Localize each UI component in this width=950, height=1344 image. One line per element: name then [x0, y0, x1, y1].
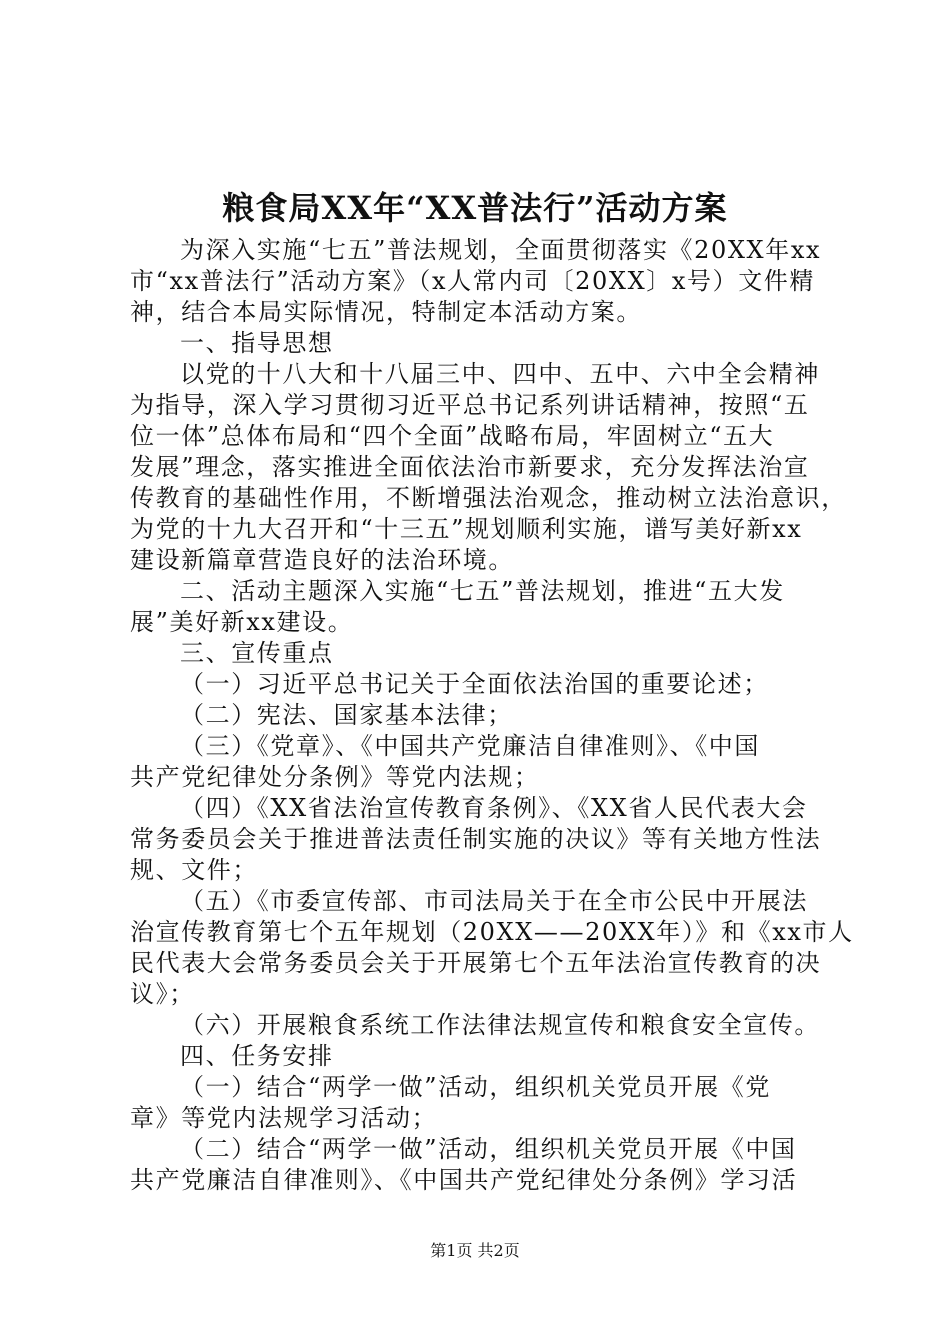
list-item: （三）《党章》、《中国共产党廉洁自律准则》、《中国	[180, 732, 760, 760]
list-item: （一）结合“两学一做”活动，组织机关党员开展《党	[180, 1073, 771, 1101]
body-line: 发展”理念，落实推进全面依法治市新要求，充分发挥法治宣	[130, 453, 810, 481]
body-line: 章》等党内法规学习活动；	[130, 1104, 438, 1132]
body-line: 展”美好新xx建设。	[130, 608, 354, 636]
body-line: 民代表大会常务委员会关于开展第七个五年法治宣传教育的决	[130, 949, 822, 977]
body-line: 为深入实施“七五”普法规划，全面贯彻落实《20XX年xx	[180, 236, 822, 264]
body-line: 共产党廉洁自律准则》、《中国共产党纪律处分条例》学习活	[130, 1166, 798, 1194]
section-heading: 二、活动主题深入实施“七五”普法规划，推进“五大发	[180, 577, 785, 605]
list-item: （六）开展粮食系统工作法律法规宣传和粮食安全宣传。	[180, 1011, 820, 1039]
document-title: 粮食局XX年“XX普法行”活动方案	[222, 189, 728, 227]
list-item: （五）《市委宣传部、市司法局关于在全市公民中开展法	[180, 887, 808, 915]
section-heading: 四、任务安排	[180, 1042, 334, 1070]
page-number: 第1页 共2页	[430, 1241, 520, 1260]
list-item: （二）宪法、国家基本法律；	[180, 701, 513, 729]
body-line: 位一体”总体布局和“四个全面”战略布局，牢固树立“五大	[130, 422, 775, 450]
body-line: 为党的十九大召开和“十三五”规划顺利实施，谱写美好新xx	[130, 515, 803, 543]
list-item: （二）结合“两学一做”活动，组织机关党员开展《中国	[180, 1135, 797, 1163]
body-line: 议》；	[130, 980, 195, 1008]
body-line: 建设新篇章营造良好的法治环境。	[130, 546, 514, 574]
body-line: 传教育的基础性作用，不断增强法治观念，推动树立法治意识，	[130, 484, 847, 512]
body-line: 规、文件；	[130, 856, 258, 884]
body-line: 以党的十八大和十八届三中、四中、五中、六中全会精神	[180, 360, 820, 388]
section-heading: 一、指导思想	[180, 329, 334, 357]
body-line: 神，结合本局实际情况，特制定本活动方案。	[130, 298, 642, 326]
body-line: 治宣传教育第七个五年规划（20XX——20XX年）》和《xx市人	[130, 918, 854, 946]
list-item: （四）《XX省法治宣传教育条例》、《XX省人民代表大会	[180, 794, 808, 822]
document-body	[130, 235, 854, 1196]
body-line: 共产党纪律处分条例》等党内法规；	[130, 763, 540, 791]
body-line: 为指导，深入学习贯彻习近平总书记系列讲话精神，按照“五	[130, 391, 810, 419]
list-item: （一）习近平总书记关于全面依法治国的重要论述；	[180, 670, 769, 698]
body-line: 常务委员会关于推进普法责任制实施的决议》等有关地方性法	[130, 825, 822, 853]
section-heading: 三、宣传重点	[180, 639, 334, 667]
body-line: 市“xx普法行”活动方案》（x人常内司〔20XX〕x号）文件精	[130, 267, 815, 295]
